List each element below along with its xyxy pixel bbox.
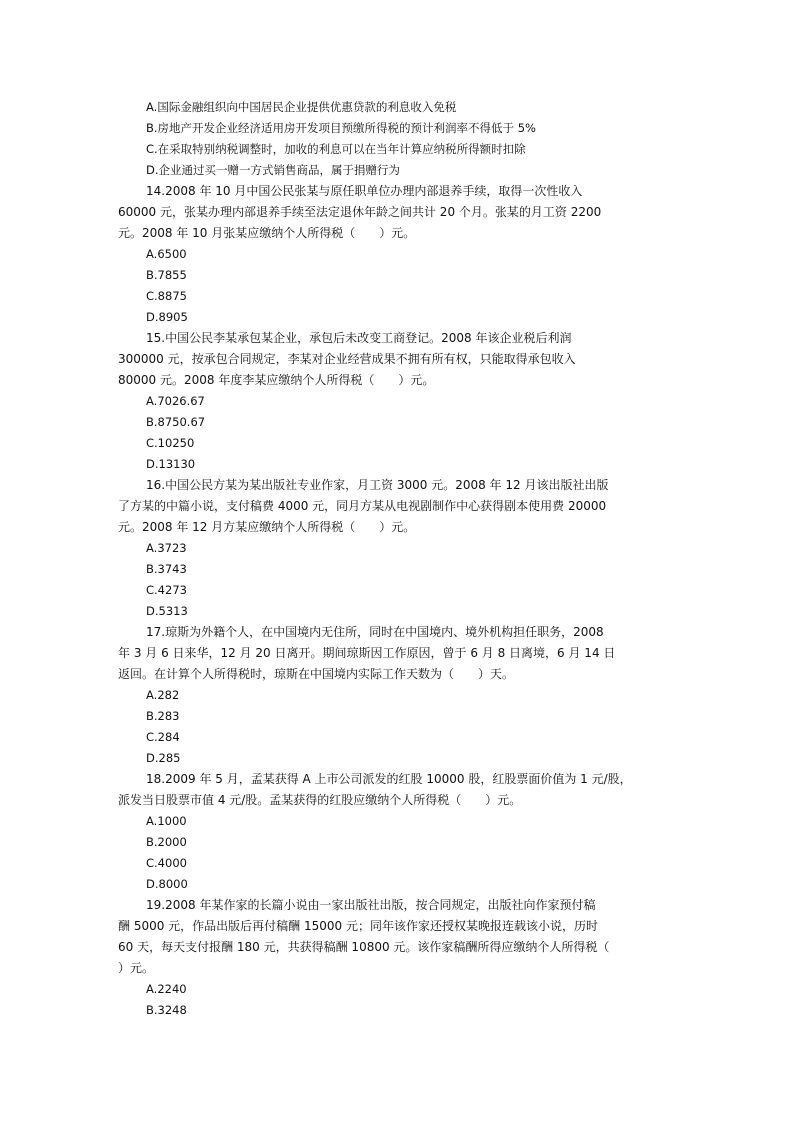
question-18-option-d: D.8000 [146,877,188,891]
question-14-option-d: D.8905 [146,310,188,324]
question-17-option-d: D.285 [146,751,181,765]
question-15-text: 15.中国公民李某承包某企业，承包后未改变工商登记。2008 年该企业税后利润 [146,331,572,345]
question-15-option-a: A.7026.67 [146,394,205,408]
question-15-option-d: D.13130 [146,457,196,471]
question-14-option-b: B.7855 [146,268,187,282]
question-18-text: 派发当日股票市值 4 元/股。孟某获得的红股应缴纳个人所得税（ ）元。 [118,793,522,807]
question-16-option-d: D.5313 [146,604,188,618]
question-14-option-c: C.8875 [146,289,187,303]
option-line: D.企业通过买一赠一方式销售商品，属于捐赠行为 [146,163,401,177]
question-14-text: 14.2008 年 10 月中国公民张某与原任职单位办理内部退养手续，取得一次性收入 [146,184,583,198]
question-17-option-a: A.282 [146,688,180,702]
question-16-text: 元。2008 年 12 月方某应缴纳个人所得税（ ）元。 [118,520,416,534]
question-16-option-a: A.3723 [146,541,187,555]
question-19-text: 60 天，每天支付报酬 180 元，共获得稿酬 10800 元。该作家稿酬所得应缴纳个人所得税（ [118,940,610,954]
question-16-option-c: C.4273 [146,583,187,597]
question-17-text: 年 3 月 6 日来华，12 月 20 日离开。期间琼斯因工作原因，曾于 6 月 8 日离境，6 月 14 日 [118,646,616,660]
question-16-option-b: B.3743 [146,562,187,576]
document-page [118,97,678,1021]
question-18-option-c: C.4000 [146,856,187,870]
question-19-text: 酬 5000 元，作品出版后再付稿酬 15000 元；同年该作家还授权某晚报连载该小说，历时 [118,919,598,933]
question-15-text: 300000 元，按承包合同规定，李某对企业经营成果不拥有所有权，只能取得承包收入 [118,352,576,366]
question-18-option-b: B.2000 [146,835,187,849]
question-19-option-b: B.3248 [146,1003,187,1017]
question-15-option-c: C.10250 [146,436,195,450]
question-16-text: 16.中国公民方某为某出版社专业作家，月工资 3000 元。2008 年 12 月该出版社出版 [146,478,609,492]
question-17-option-c: C.284 [146,730,180,744]
question-15-option-b: B.8750.67 [146,415,206,429]
question-14-text: 60000 元，张某办理内部退养手续至法定退休年龄之间共计 20 个月。张某的月工资 2200 [118,205,602,219]
question-19-text: 19.2008 年某作家的长篇小说由一家出版社出版，按合同规定，出版社向作家预付稿 [146,898,596,912]
question-18-option-a: A.1000 [146,814,187,828]
question-19-text: ）元。 [118,961,155,975]
question-15-text: 80000 元。2008 年度李某应缴纳个人所得税（ ）元。 [118,373,435,387]
option-line: A.国际金融组织向中国居民企业提供优惠贷款的利息收入免税 [146,100,457,114]
question-19-option-a: A.2240 [146,982,187,996]
option-line: C.在采取特别纳税调整时，加收的利息可以在当年计算应纳税所得额时扣除 [146,142,526,156]
question-16-text: 了方某的中篇小说，支付稿费 4000 元，同月方某从电视剧制作中心获得剧本使用费 20000 [118,499,607,513]
question-14-option-a: A.6500 [146,247,187,261]
question-14-text: 元。2008 年 10 月张某应缴纳个人所得税（ ）元。 [118,226,416,240]
question-17-option-b: B.283 [146,709,180,723]
question-17-text: 17.琼斯为外籍个人，在中国境内无住所，同时在中国境内、境外机构担任职务，2008 [146,625,604,639]
question-18-text: 18.2009 年 5 月，孟某获得 A 上市公司派发的红股 10000 股，红股票面价值为 1 元/股， [146,772,632,786]
option-line: B.房地产开发企业经济适用房开发项目预缴所得税的预计利润率不得低于 5% [146,121,536,135]
question-17-text: 返回。在计算个人所得税时，琼斯在中国境内实际工作天数为（ ）天。 [118,667,515,681]
